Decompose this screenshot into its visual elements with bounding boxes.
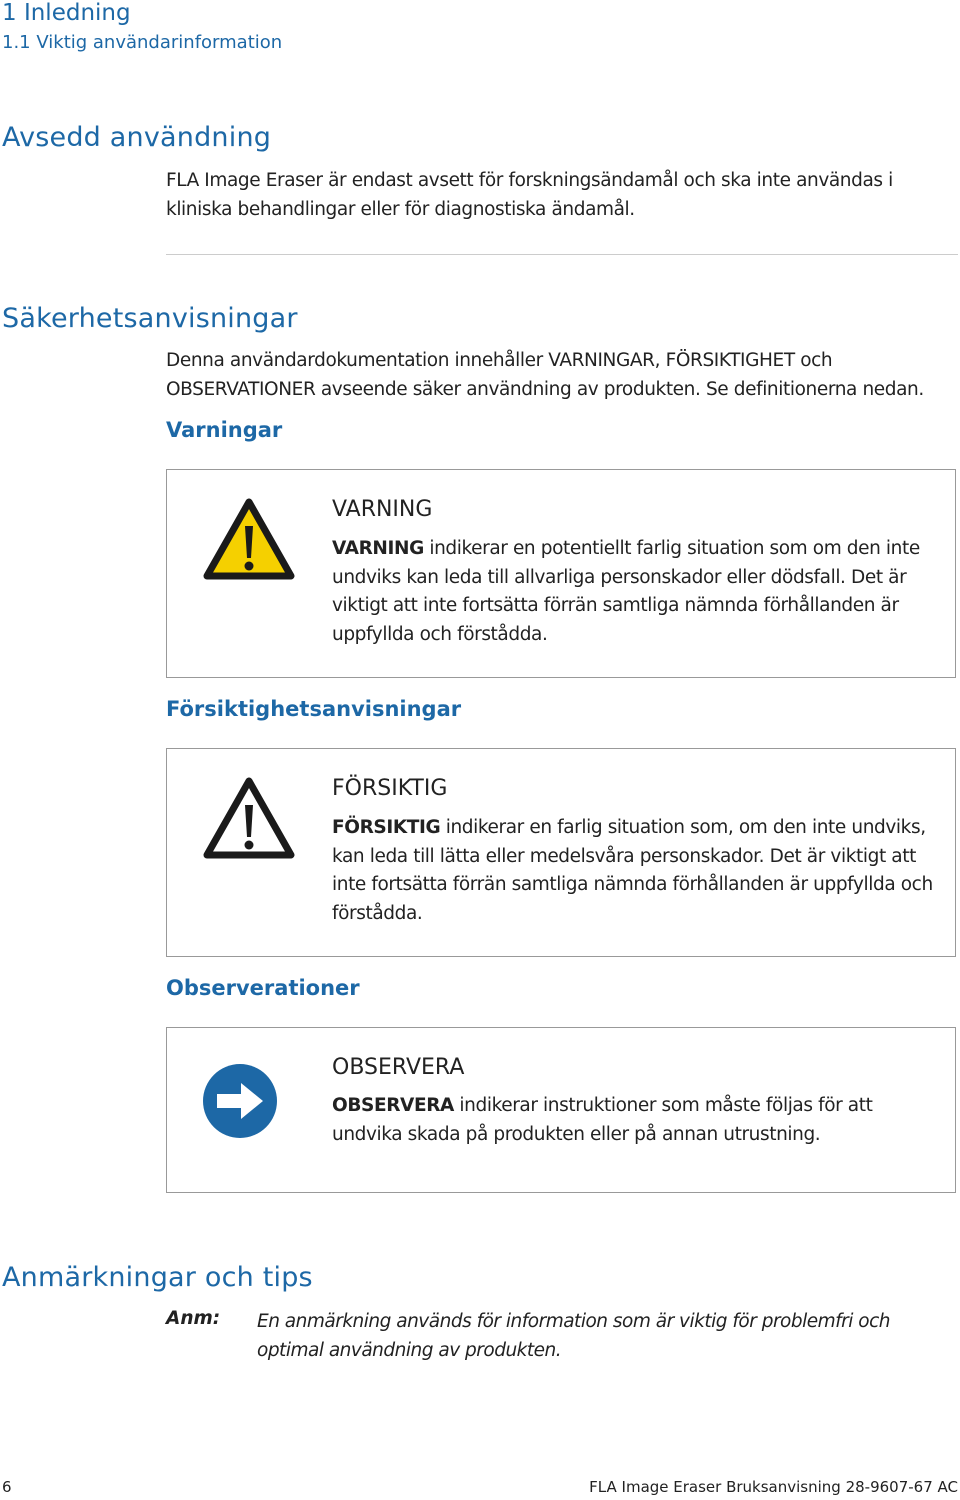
warning-box-text xyxy=(332,535,942,649)
notes-title: Anmärkningar och tips xyxy=(2,1262,313,1293)
caution-box-title: FÖRSIKTIG xyxy=(332,776,448,801)
chapter-header: 1 Inledning xyxy=(2,0,131,26)
intended-use-title: Avsedd användning xyxy=(2,122,272,153)
warning-triangle-icon xyxy=(203,498,295,582)
caution-box-text xyxy=(332,814,942,928)
notice-arrow-icon xyxy=(203,1064,277,1138)
note-text: En anmärkning används för information som är viktig för problemfri och optimal användning av produkten. xyxy=(257,1311,891,1361)
warning-box-title: VARNING xyxy=(332,497,433,522)
divider xyxy=(166,254,958,255)
page-number: 6 xyxy=(2,1478,12,1496)
caution-triangle-icon xyxy=(203,777,295,861)
safety-title: Säkerhetsanvisningar xyxy=(2,303,298,334)
notices-heading: Observerationer xyxy=(166,976,360,1000)
intended-use-text: FLA Image Eraser är endast avsett för forskningsändamål och ska inte användas i kliniska behandlingar eller för diagnostiska ändamål. xyxy=(166,170,893,220)
notice-text: indikerar instruktioner som måste följas för att undvika skada på produkten eller på annan utrustning. xyxy=(332,1095,873,1145)
section-header: 1.1 Viktig användarinformation xyxy=(2,32,283,53)
caution-bold: FÖRSIKTIG xyxy=(332,817,441,838)
warning-text: indikerar en potentiellt farlig situation som om den inte undviks kan leda till allvarliga personskador eller dödsfall. Det är viktigt att inte fortsätta förrän samtliga nämnda förhållanden är uppfyllda och förstådda. xyxy=(332,538,920,645)
caution-text: indikerar en farlig situation som, om den inte undviks, kan leda till lätta eller medelsvåra personskador. Det är viktigt att inte fortsätta förrän samtliga nämnda förhållanden är uppfyllda och förstådda. xyxy=(332,817,933,924)
warning-bold: VARNING xyxy=(332,538,424,559)
warnings-heading: Varningar xyxy=(166,418,283,442)
note-label: Anm: xyxy=(166,1308,221,1329)
cautions-heading: Försiktighetsanvisningar xyxy=(166,697,462,721)
notice-box-text xyxy=(332,1092,942,1149)
footer-doc-title: FLA Image Eraser Bruksanvisning 28-9607-67 AC xyxy=(589,1478,958,1496)
notice-box-title: OBSERVERA xyxy=(332,1055,465,1080)
safety-text: Denna användardokumentation innehåller VARNINGAR, FÖRSIKTIGHET och OBSERVATIONER avseende säker användning av produkten. Se definitionerna nedan. xyxy=(166,350,924,400)
notice-bold: OBSERVERA xyxy=(332,1095,454,1116)
